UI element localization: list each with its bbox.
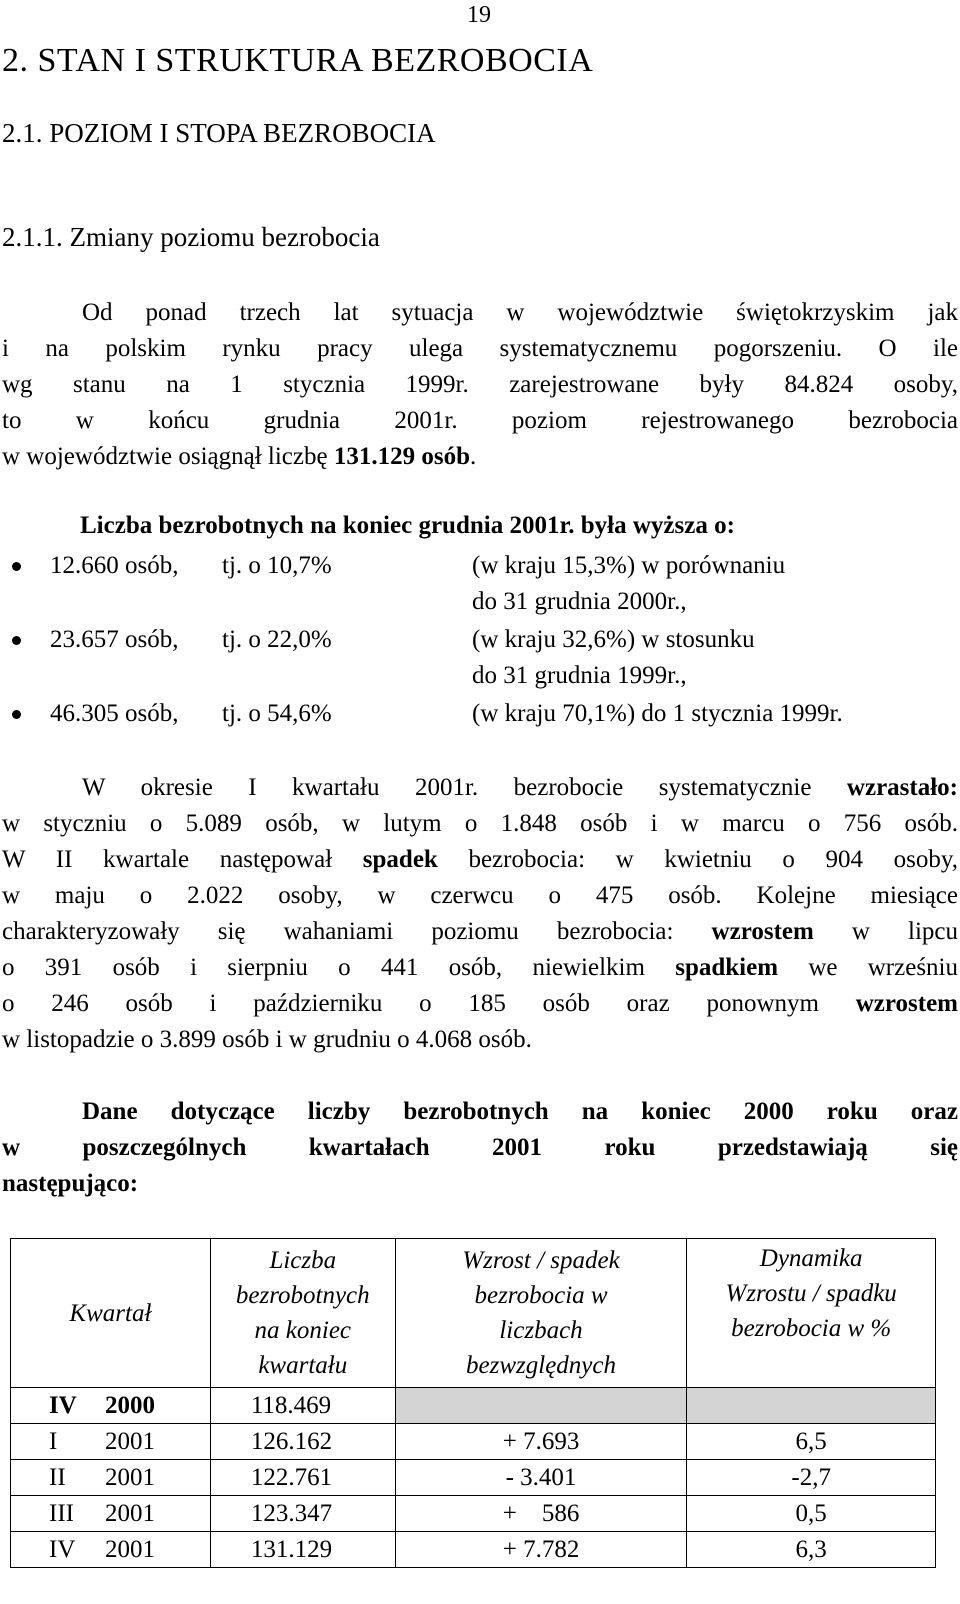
- quarter-cell: I 2001: [11, 1424, 211, 1460]
- count-cell: 123.347: [210, 1496, 395, 1532]
- quarter-cell: IV 2001: [11, 1532, 211, 1568]
- dynamics-cell: [687, 1388, 936, 1424]
- paragraph-line: W II kwartale następował spadek bezrobocia: w kwietniu o 904 osoby,: [2, 846, 959, 873]
- column-header-count: Liczba bezrobotnych na koniec kwartału: [210, 1239, 395, 1388]
- change-cell: - 3.401: [395, 1460, 687, 1496]
- table-row: [11, 1460, 936, 1496]
- paragraph-line: wg stanu na 1 stycznia 1999r. zarejestrowane były 84.824 osoby,: [2, 371, 958, 398]
- quarter-cell: III 2001: [11, 1496, 211, 1532]
- paragraph-line: w województwie osiągnął liczbę 131.129 osób.: [2, 443, 477, 470]
- paragraph-line: o 246 osób i październiku o 185 osób oraz ponownym wzrostem: [2, 990, 958, 1017]
- page-number: 19: [467, 2, 491, 28]
- table-row: [11, 1424, 936, 1460]
- paragraph-line: następująco:: [2, 1170, 139, 1197]
- change-cell: + 7.693: [395, 1424, 687, 1460]
- dynamics-cell: 6,5: [687, 1424, 936, 1460]
- paragraph-line: Dane dotyczące liczby bezrobotnych na koniec 2000 roku oraz: [82, 1098, 958, 1125]
- table-intro-paragraph: [2, 1094, 958, 1202]
- table-header-row: [11, 1239, 936, 1388]
- paragraph-line: w listopadzie o 3.899 osób i w grudniu o 4.068 osób.: [2, 1026, 532, 1053]
- list-item: 46.305 osób, tj. o 54,6% (w kraju 70,1%) do 1 stycznia 1999r.: [12, 696, 952, 732]
- change-cell: + 586: [395, 1496, 687, 1532]
- list-label: Liczba bezrobotnych na koniec grudnia 2001r. była wyższa o:: [80, 512, 735, 539]
- count-cell: 131.129: [210, 1532, 395, 1568]
- quarterly-paragraph: [2, 770, 958, 1058]
- total-unemployed: 131.129 osób: [333, 443, 470, 470]
- count-cell: 126.162: [210, 1424, 395, 1460]
- paragraph-line: to w końcu grudnia 2001r. poziom rejestrowanego bezrobocia: [2, 407, 958, 434]
- paragraph-line: w maju o 2.022 osoby, w czerwcu o 475 osób. Kolejne miesiące: [2, 882, 958, 909]
- bullet-icon: [12, 636, 21, 645]
- subsection-heading: 2.1.1. Zmiany poziomu bezrobocia: [2, 222, 380, 252]
- paragraph-line: charakteryzowały się wahaniami poziomu bezrobocia: wzrostem w lipcu: [2, 918, 958, 945]
- list-item: 12.660 osób, tj. o 10,7% (w kraju 15,3%) w porównaniu do 31 grudnia 2000r.,: [12, 548, 952, 584]
- column-header-change: Wzrost / spadek bezrobocia w liczbach bezwzględnych: [395, 1239, 687, 1388]
- count-cell: 122.761: [210, 1460, 395, 1496]
- unemployment-table: [10, 1238, 936, 1568]
- table-row: [11, 1388, 936, 1424]
- table-row: [11, 1532, 936, 1568]
- count-cell: 118.469: [210, 1388, 395, 1424]
- paragraph-line: w styczniu o 5.089 osób, w lutym o 1.848 osób i w marcu o 756 osób.: [2, 810, 958, 837]
- quarter-cell: IV 2000: [11, 1388, 211, 1424]
- list-item: 23.657 osób, tj. o 22,0% (w kraju 32,6%) w stosunku do 31 grudnia 1999r.,: [12, 622, 952, 658]
- paragraph-line: o 391 osób i sierpniu o 441 osób, niewielkim spadkiem we wrześniu: [2, 954, 958, 981]
- dynamics-cell: -2,7: [687, 1460, 936, 1496]
- dynamics-cell: 0,5: [687, 1496, 936, 1532]
- bullet-icon: [12, 562, 21, 571]
- paragraph-line: Od ponad trzech lat sytuacja w województwie świętokrzyskim jak: [82, 299, 958, 326]
- table-row: [11, 1496, 936, 1532]
- quarter-cell: II 2001: [11, 1460, 211, 1496]
- paragraph-line: i na polskim rynku pracy ulega systematycznemu pogorszeniu. O ile: [2, 335, 958, 362]
- column-header-dynamics: Dynamika Wzrostu / spadku bezrobocia w %: [687, 1239, 936, 1388]
- intro-paragraph: [2, 295, 958, 475]
- chapter-heading: 2. STAN I STRUKTURA BEZROBOCIA: [2, 42, 594, 79]
- change-cell: + 7.782: [395, 1532, 687, 1568]
- change-cell: [395, 1388, 687, 1424]
- paragraph-line: w poszczególnych kwartałach 2001 roku przedstawiają się: [2, 1134, 958, 1161]
- section-heading: 2.1. POZIOM I STOPA BEZROBOCIA: [2, 118, 436, 148]
- column-header-quarter: Kwartał: [11, 1239, 211, 1388]
- paragraph-line: W okresie I kwartału 2001r. bezrobocie systematycznie wzrastało:: [82, 774, 958, 801]
- dynamics-cell: 6,3: [687, 1532, 936, 1568]
- bullet-icon: [12, 710, 21, 719]
